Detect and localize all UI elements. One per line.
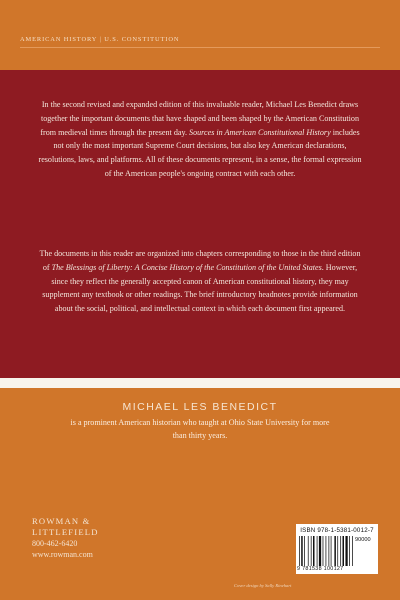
barcode-digits: 9 781538 100127 [297,566,344,572]
author-bio: is a prominent American historian who taught at Ohio State University for more than thirty years. [70,418,330,440]
paragraph-2-text-b: . However, since they reflect the generally accepted canon of American constitutional history, they may supplement any textbook or other readings. The brief introductory headnotes provide information about the social, political, and intellectual context in which each document first appeared. [42,262,358,314]
publisher-website: www.rowman.com [32,550,93,559]
paragraph-1-text-a: In the second revised and expanded edition of this invaluable reader, Michael Les Benedict draws together the important documents that have shaped and been shaped by the American Constitution from medieval times through the present day. [40,100,360,137]
barcode-icon [299,536,353,566]
barcode-label [296,524,378,574]
publisher-block [32,516,99,560]
description-paragraph-1 [38,98,362,181]
paragraph-1-text-b: includes not only the most important Supreme Court decisions, but also key American declarations, resolutions, laws, and platforms. All of these documents represent, in a sense, the formal expression of the American people's ongoing contract with each other. [38,127,362,178]
publisher-name-line1: ROWMAN & [32,516,91,526]
paragraph-1-book-title: Sources in American Constitutional History [189,127,331,137]
cover-design-credit: Cover design by Sally Rinehart [234,583,292,588]
paragraph-2-book-title: The Blessings of Liberty: A Concise History of the Constitution of the United States [51,262,322,272]
description-paragraph-2 [38,247,362,316]
top-band [0,0,400,70]
author-name: MICHAEL LES BENEDICT [122,401,278,413]
publisher-phone: 800-462-6420 [32,539,78,548]
isbn-text: ISBN 978-1-5381-0012-7 [300,527,374,534]
paragraph-2-text-a: The documents in this reader are organized into chapters corresponding to those in the third edition of [39,249,361,272]
publisher-name-line2: LITTLEFIELD [32,527,99,537]
price-code: 90000 [355,537,371,543]
category-label: AMERICAN HISTORY | U.S. CONSTITUTION [20,36,180,43]
separator-band [0,378,400,388]
top-divider [20,47,380,48]
